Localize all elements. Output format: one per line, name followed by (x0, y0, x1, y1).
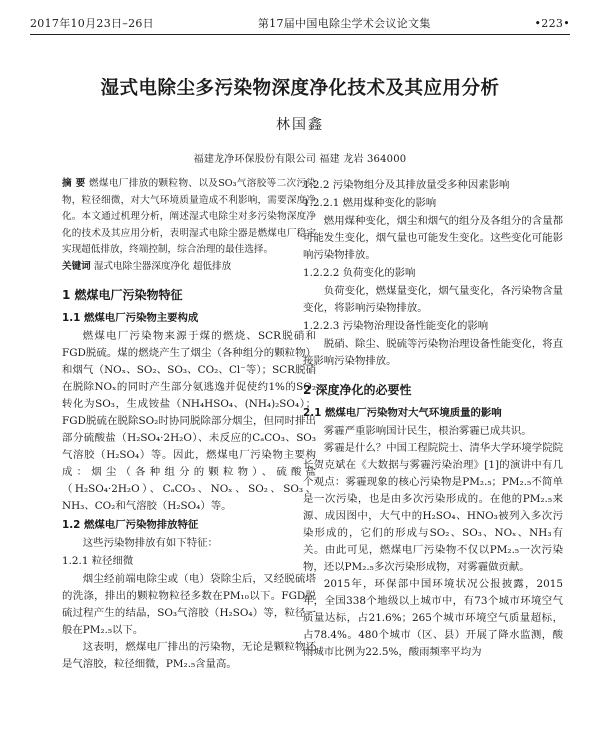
paper-title: 湿式电除尘多污染物深度净化技术及其应用分析 (100, 78, 500, 99)
section-2-1-heading: 2.1 燃煤电厂污染物对大气环境质量的影响 (303, 407, 502, 419)
header-date: 2017年10月23日–26日 (30, 17, 154, 30)
section-1-1-heading: 1.1 燃煤电厂污染物主要构成 (62, 312, 199, 324)
paragraph: 燃用煤种变化，烟尘和烟气的组分及各组分的含量都可能发生变化，烟气量也可能发生变化。这些变化可能影响污染物排放。 (303, 215, 563, 261)
author: 林国鑫 (276, 117, 324, 133)
running-header (30, 12, 570, 35)
section-1-2-heading: 1.2 燃煤电厂污染物排放特征 (62, 519, 199, 531)
section-1-2-2-heading: 1.2.2 污染物组分及其排放量受多种因素影响 (303, 179, 510, 191)
paragraph: 2015年，环保部中国环境状况公报披露，2015年，全国338个地级以上城市中，有73个城市环境空气质量达标，占21.6%；265个城市环境空气质量超标，占78.4%。480个城市（区、县）开展了降水监测，酸雨城市比例为22.5%，酸雨频率平均为 (303, 578, 563, 658)
affiliation: 福建龙净环保股份有限公司 福建 龙岩 364000 (193, 154, 407, 165)
paragraph: 负荷变化，燃煤量变化，烟气量变化，各污染物含量变化，将影响污染物排放。 (303, 285, 563, 314)
paragraph: 这些污染物排放有如下特征： (82, 537, 218, 549)
paragraph: 这表明，燃煤电厂排出的污染物，无论是颗粒物还是气溶胶，粒径细微，PM₂.₅含量高。 (62, 641, 316, 670)
keywords-label: 关键词 (62, 260, 91, 272)
section-1-2-2-1-heading: 1.2.2.1 燃用煤种变化的影响 (303, 197, 437, 209)
keywords (62, 259, 316, 276)
abstract (62, 176, 316, 259)
section-2-heading: 2 深度净化的必要性 (303, 383, 412, 397)
header-conference: 第17届中国电除尘学术会议论文集 (257, 17, 431, 30)
section-1-2-2-3-heading: 1.2.2.3 污染物治理设备性能变化的影响 (303, 320, 489, 332)
paragraph: 燃煤电厂污染物来源于煤的燃烧、SCR脱硝和FGD脱硫。煤的燃烧产生了烟尘（各种组分的颗粒物）和烟气（NOₓ、SO₂、SO₃、CO₂、Cl⁻等）；SCR脱硝在脱除NOₓ的同时产生部分氨逃逸并促使约1%的SO₂转化为SO₃，生成铵盐（NH₄HSO₄、(NH₄)₂SO₄）；FGD脱硫在脱除SO₂时协同脱除部分烟尘，但同时排出部分硫酸盐（H₂SO₄·2H₂O）、未反应的CₐCO₃、SO₃气溶胶（H₂SO₄）等。因此，燃煤电厂污染物主要构成：烟尘（各种组分的颗粒物）、硫酸盐（H₂SO₄·2H₂O）、CₐCO₃、NOₓ、SO₂、SO₃、NH₃、CO₂和气溶胶（H₂SO₄）等。 (62, 330, 316, 512)
section-1-heading: 1 燃煤电厂污染物特征 (62, 288, 183, 302)
right-column (303, 176, 563, 661)
paragraph: 烟尘经前端电除尘或（电）袋除尘后，又经脱硫塔的洗涤，排出的颗粒物粒径多数在PM₁₀以下。FGD脱硫过程产生的结晶，SO₃气溶胶（H₂SO₄）等，粒径一般在PM₂.₅以下。 (62, 573, 316, 636)
paragraph: 雾霾是什么？中国工程院院士、清华大学环境学院院长贺克斌在《大数据与雾霾污染治理》[1]的演讲中有几个观点：雾霾现象的核心污染物是PM₂.₅；PM₂.₅不简单是一次污染，也是由多次污染形成的。在他的PM₂.₅来源、成因图中，大气中的H₂SO₄、HNO₃被列入多次污染形成的，它们的形成与SO₂、SO₃、NOₓ、NH₃有关。由此可见，燃煤电厂污染物不仅以PM₂.₅一次污染物，还以PM₂.₅多次污染形成物，对雾霾做贡献。 (303, 442, 563, 573)
header-page-number: •223• (534, 16, 570, 30)
abstract-label: 摘 要 (62, 178, 86, 189)
paragraph: 雾霾严重影响国计民生，根治雾霾已成共识。 (323, 425, 532, 437)
paragraph: 脱硝、除尘、脱硫等污染物治理设备性能变化，将直接影响污染物排放。 (303, 338, 563, 367)
keywords-text: 湿式电除尘器深度净化 超低排放 (93, 260, 232, 272)
section-1-2-1-heading: 1.2.1 粒径细微 (62, 555, 134, 567)
section-1-2-2-2-heading: 1.2.2.2 负荷变化的影响 (303, 267, 416, 279)
abstract-text: 燃煤电厂排放的颗粒物、以及SO₃气溶胶等二次污染物，粒径细微，对大气环境质量造成不利影响，需要深度净化。本文通过机理分析，阐述湿式电除尘对多污染物深度净化的技术及其应用分析，表明湿式电除尘器是燃煤电厂稳定实现超低排放，终端控制，综合治理的最佳选择。 (62, 178, 316, 255)
left-column (62, 176, 316, 673)
